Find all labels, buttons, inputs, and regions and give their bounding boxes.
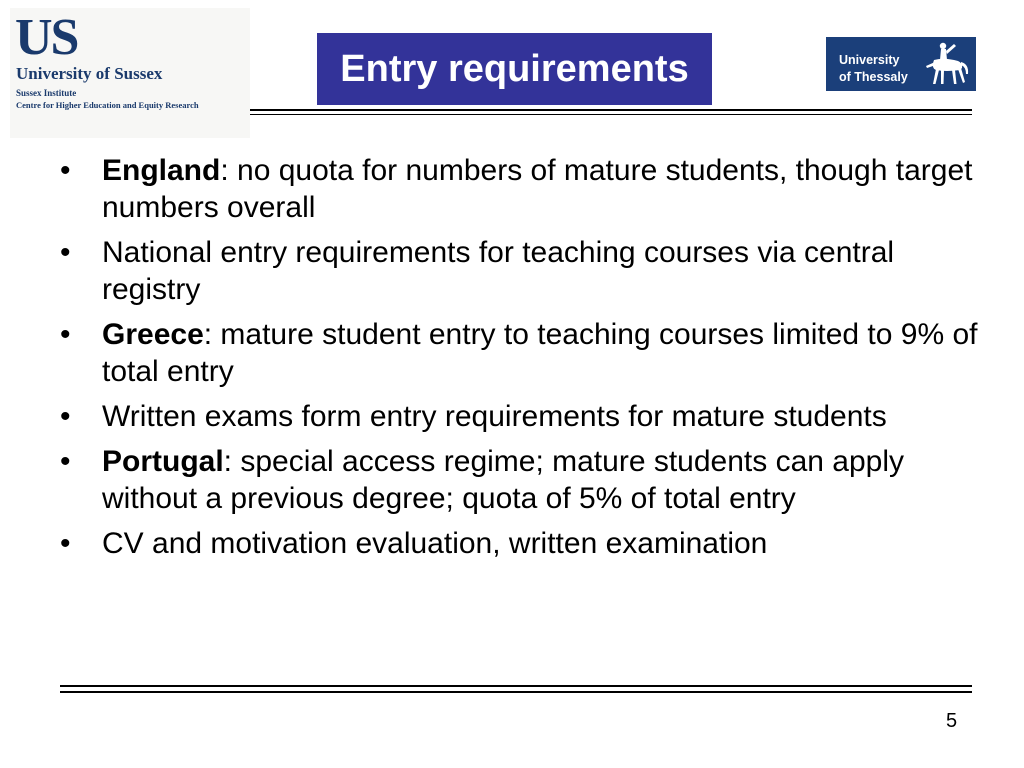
thessaly-logo-line1: University	[839, 53, 900, 67]
bullet-glyph: •	[60, 318, 71, 351]
bullet-text: CV and motivation evaluation, written examination	[102, 527, 768, 560]
bullet-text: National entry requirements for teaching courses via central registry	[102, 236, 895, 306]
bullet-item-greece	[60, 316, 980, 390]
bullet-text: : special access regime; mature students can apply without a previous degree; quota of 5% of total entry	[102, 445, 905, 515]
sussex-logo-mark: US	[15, 9, 78, 66]
header-rule-thin	[250, 114, 972, 115]
bullet-item-england	[60, 152, 980, 226]
bullet-text: : mature student entry to teaching courses limited to 9% of total entry	[102, 318, 978, 388]
bullet-glyph: •	[60, 154, 71, 187]
bullet-item-portugal	[60, 443, 980, 517]
sussex-logo-name: University of Sussex	[16, 64, 163, 83]
page-number: 5	[946, 710, 958, 732]
centaur-icon	[916, 40, 972, 88]
bullet-text: Written exams form entry requirements for mature students	[102, 400, 887, 433]
bullet-glyph: •	[60, 527, 71, 560]
bullet-item-written-exams	[60, 398, 980, 435]
thessaly-logo-line2: of Thessaly	[839, 70, 908, 84]
bullet-glyph: •	[60, 445, 71, 478]
sussex-logo-centre: Centre for Higher Education and Equity Research	[16, 100, 199, 110]
sussex-logo	[10, 8, 250, 138]
bullet-country: Portugal	[102, 445, 224, 478]
bullet-item-cv	[60, 525, 980, 562]
bullet-country: England	[102, 154, 221, 187]
header-rule	[250, 109, 972, 111]
bullet-glyph: •	[60, 400, 71, 433]
bullet-item-national	[60, 234, 980, 308]
footer-rule-top	[60, 685, 972, 687]
bullet-glyph: •	[60, 236, 71, 269]
slide-title: Entry requirements	[340, 47, 689, 90]
bullet-text: : no quota for numbers of mature students, though target numbers overall	[102, 154, 973, 224]
footer-rule-bottom	[60, 691, 972, 693]
thessaly-logo	[826, 37, 976, 91]
sussex-logo-institute: Sussex Institute	[16, 88, 77, 98]
slide-title-box	[317, 33, 712, 105]
bullet-country: Greece	[102, 318, 204, 351]
bullet-list	[60, 152, 980, 570]
